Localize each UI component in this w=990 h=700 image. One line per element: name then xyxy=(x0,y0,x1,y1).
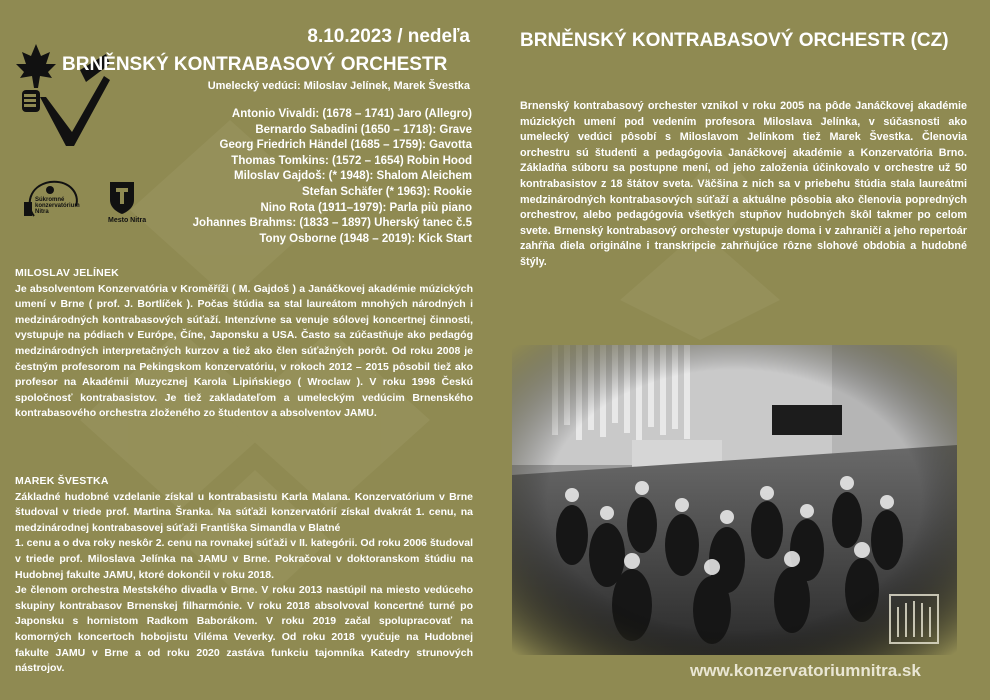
bio-paragraph: 1. cenu a o dva roky neskôr 2. cenu na rovnakej súťaži v II. kategórii. Od roku 2006 študoval v triede prof. Miloslava Jelínka na JAMU v Brne. Pokračoval v doktoranskom štúdiu na Hudobnej fakulte JAMU, ktoré dokončil v roku 2018. xyxy=(15,537,473,581)
bio-jelinek xyxy=(15,266,473,422)
city-nitra-logo xyxy=(108,180,147,228)
orchestra-description: Brnenský kontrabasový orchester vznikol v roku 2005 na pôde Janáčkovej akadémie múzických umení pod vedením profesora Miloslava Jelínka, v súčasnosti ako umelecký vedúci pôsobí s Miloslavom Jelínkom tiež Marek Švestka. Členovia orchestru sú študenti a pedagógovia Janáčkovej akadémie a Konzervatória Brno. Základňa súboru sa postupne mení, od jeho založenia účinkovalo v orchestre už 50 kontrabasistov z 18 štátov sveta. Väčšina z nich sa v priebehu štúdia stala laureátmi medzinárodných kontrabasových súťaží a aktuálne pôsobia ako členovia popredných orchestrov, alebo pedagógovia všetkých stupňov hudobných škôl takmer po celom svete. Brnenský kontrabasový orchester vystupuje doma i v zahraničí a jeho repertoár zahŕňa diela originálne i transkripcie zahrňujúce rôzne slohové obdobia a hudobné štýly. xyxy=(520,100,967,268)
program-item: Tony Osborne (1948 – 2019): Kick Start xyxy=(259,232,472,245)
artistic-leaders: Umelecký vedúci: Miloslav Jelínek, Marek Švestka xyxy=(207,80,470,92)
program-list xyxy=(193,107,472,247)
program-item: Thomas Tomkins: (1572 – 1654) Robin Hood xyxy=(231,154,472,167)
website-url[interactable]: www.konzervatoriumnitra.sk xyxy=(690,661,921,680)
partner-logos xyxy=(20,176,147,226)
page-title: BRNĚNSKÝ KONTRABASOVÝ ORCHESTR xyxy=(62,54,448,75)
conservatory-name: Súkromné konzervatórium Nitra xyxy=(35,197,80,215)
program-item: Stefan Schäfer (* 1963): Rookie xyxy=(301,185,472,198)
orchestra-title: BRNĚNSKÝ KONTRABASOVÝ ORCHESTR (CZ) xyxy=(520,30,949,51)
conservatory-logo xyxy=(20,176,82,222)
city-crest-icon xyxy=(108,180,136,216)
program-item: Antonio Vivaldi: (1678 – 1741) Jaro (Allegro) xyxy=(231,108,472,120)
city-name: Mesto Nitra xyxy=(108,217,147,224)
bio-paragraph: Je členom orchestra Mestského divadla v Brne. V roku 2013 nastúpil na miesto vedúceho skupiny kontrabasov Brnenskej filharmónie. V roku 2018 absolvoval koncertné turné po Japonsku s hornistom Radkom Baborákom. V roku 2019 začal spolupracovať na komorných koncertoch hobojistu Viléma Veverky. Od roku 2018 vyučuje na Hudobnej fakulte JAMU v Brne a od roku 2020 zastáva funkciu tajomníka Katedry strunových nástrojov. xyxy=(15,584,473,675)
program-item: Nino Rota (1911–1979): Parla più piano xyxy=(260,201,472,214)
bio-text: Je absolventom Konzervatória v Kroměříži ( M. Gajdoš ) a Janáčkovej akadémie múzických umení v Brne ( prof. J. Bortlíček ). Počas štúdia sa stal laureátom mnohých národných i medzinárodných kontrabasových súťaží. Intenzívne sa venuje sólovej koncertnej činnosti, vystupuje na pódiach v Európe, Číne, Japonsku a USA. Často sa zúčastňuje ako pedagóg medzinárodných interpretačných kurzov a tiež ako člen súťažných porôt. Od roku 2008 je čestným profesorom na Pekingskom konzervatóriu, v rokoch 2012 – 2015 pôsobil tiež ako profesor na Akadémii Muzycznej Karola Lipińskiego ( Wroclaw ). V roku 1998 Českú spoločnosť kontrabasistov. Je tiež zakladateľom a umeleckým vedúcim Brnenského kontrabasového orchestra zloženého zo študentov a absolventov JAMU. xyxy=(15,282,473,420)
program-item: Bernardo Sabadini (1650 – 1718): Grave xyxy=(255,123,472,136)
event-date: 8.10.2023 / nedeľa xyxy=(307,26,470,47)
program-item: Miloslav Gajdoš: (* 1948): Shalom Aleichem xyxy=(234,170,472,183)
bio-paragraph: Základné hudobné vzdelanie získal u kontrabasistu Karla Malana. Konzervatórium v Brne študoval v triede prof. Martina Šranka. Na súťaži konzervatórií získal dvakrát 1. cenu, na medzinárodnej kontrabasovej súťaži Františka Simandla v Blatné xyxy=(15,490,473,534)
bio-svestka xyxy=(15,474,473,677)
program-item: Johannes Brahms: (1833 – 1897) Uherský tanec č.5 xyxy=(192,217,472,230)
orchestra-photo xyxy=(512,345,957,655)
bio-heading: MAREK ŠVESTKA xyxy=(15,475,109,487)
bio-heading: MILOSLAV JELÍNEK xyxy=(15,267,119,279)
program-item: Georg Friedrich Händel (1685 – 1759): Gavotta xyxy=(219,139,472,152)
